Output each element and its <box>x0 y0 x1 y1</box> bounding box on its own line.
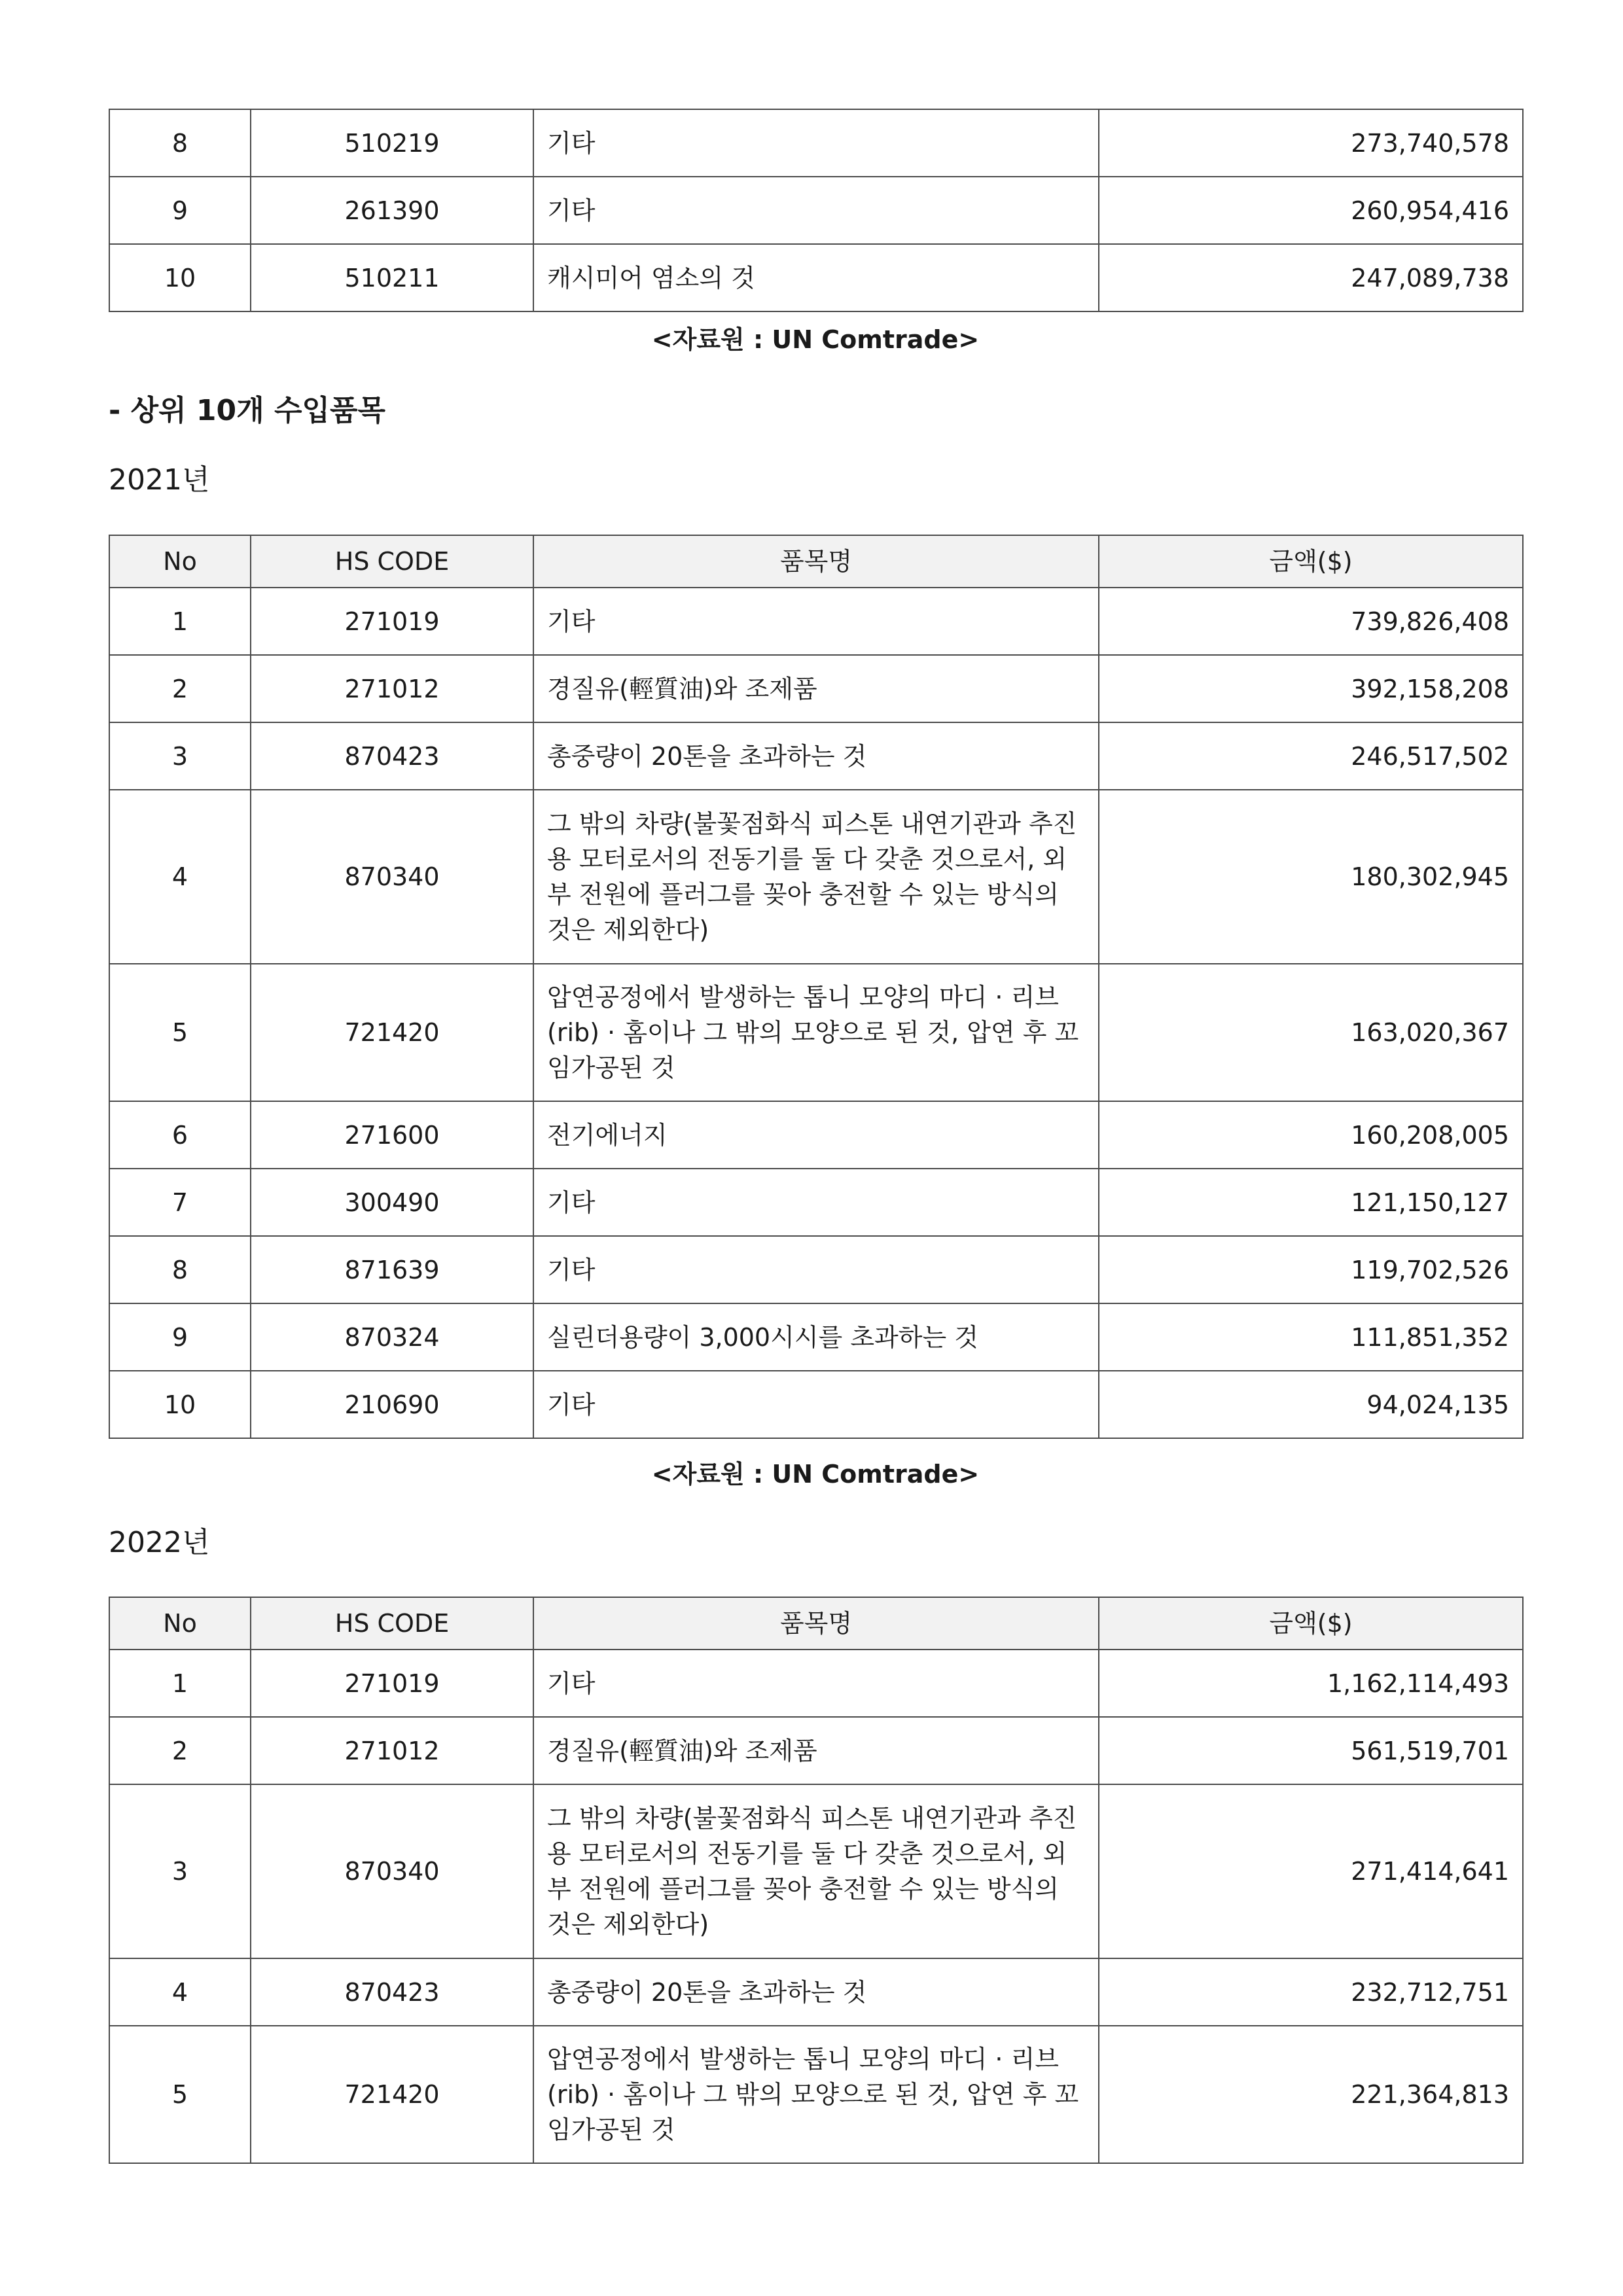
cell-item-name: 그 밖의 차량(불꽃점화식 피스톤 내연기관과 추진용 모터로서의 전동기를 둘 다 갖춘 것으로서, 외부 전원에 플러그를 꽂아 충전할 수 있는 방식의 것은 제외한다) <box>533 1784 1099 1958</box>
table-row <box>109 588 1523 655</box>
cell-no: 10 <box>109 1371 251 1438</box>
table-row <box>109 790 1523 964</box>
cell-no: 8 <box>109 109 251 177</box>
cell-hs-code: 300490 <box>251 1169 533 1236</box>
import-table-2022 <box>109 1597 1524 2164</box>
cell-amount: 121,150,127 <box>1099 1169 1523 1236</box>
table-row <box>109 655 1523 722</box>
table-header-row <box>109 1597 1523 1650</box>
cell-amount: 247,089,738 <box>1099 244 1523 311</box>
cell-item-name: 기타 <box>533 1169 1099 1236</box>
header-no: No <box>109 535 251 588</box>
cell-no: 10 <box>109 244 251 311</box>
cell-amount: 739,826,408 <box>1099 588 1523 655</box>
header-no: No <box>109 1597 251 1650</box>
cell-hs-code: 271012 <box>251 655 533 722</box>
cell-no: 8 <box>109 1236 251 1303</box>
header-hs-code: HS CODE <box>251 1597 533 1650</box>
year-title-2022: 2022년 <box>109 1526 210 1559</box>
cell-amount: 392,158,208 <box>1099 655 1523 722</box>
cell-item-name: 압연공정에서 발생하는 톱니 모양의 마디 · 리브(rib) · 홈이나 그 밖의 모양으로 된 것, 압연 후 꼬임가공된 것 <box>533 2026 1099 2163</box>
table-row <box>109 177 1523 244</box>
cell-no: 1 <box>109 588 251 655</box>
cell-no: 3 <box>109 1784 251 1958</box>
cell-no: 9 <box>109 1303 251 1371</box>
source-caption: <자료원 : UN Comtrade> <box>651 325 980 354</box>
table-row <box>109 244 1523 311</box>
table-row <box>109 1717 1523 1784</box>
cell-no: 1 <box>109 1650 251 1717</box>
cell-amount: 111,851,352 <box>1099 1303 1523 1371</box>
cell-amount: 119,702,526 <box>1099 1236 1523 1303</box>
table-row <box>109 1371 1523 1438</box>
cell-item-name: 경질유(輕質油)와 조제품 <box>533 1717 1099 1784</box>
table-row <box>109 722 1523 790</box>
table-row <box>109 1236 1523 1303</box>
cell-item-name: 캐시미어 염소의 것 <box>533 244 1099 311</box>
cell-amount: 273,740,578 <box>1099 109 1523 177</box>
table-row <box>109 1101 1523 1169</box>
cell-amount: 180,302,945 <box>1099 790 1523 964</box>
cell-hs-code: 871639 <box>251 1236 533 1303</box>
cell-hs-code: 870423 <box>251 722 533 790</box>
cell-no: 2 <box>109 655 251 722</box>
table-row <box>109 1784 1523 1958</box>
cell-hs-code: 510219 <box>251 109 533 177</box>
export-table-continued <box>109 109 1524 312</box>
cell-item-name: 그 밖의 차량(불꽃점화식 피스톤 내연기관과 추진용 모터로서의 전동기를 둘 다 갖춘 것으로서, 외부 전원에 플러그를 꽂아 충전할 수 있는 방식의 것은 제외한다) <box>533 790 1099 964</box>
import-table-2021 <box>109 535 1524 1439</box>
cell-item-name: 총중량이 20톤을 초과하는 것 <box>533 1958 1099 2026</box>
table-row <box>109 2026 1523 2163</box>
cell-no: 6 <box>109 1101 251 1169</box>
cell-item-name: 경질유(輕質油)와 조제품 <box>533 655 1099 722</box>
cell-item-name: 기타 <box>533 177 1099 244</box>
cell-amount: 94,024,135 <box>1099 1371 1523 1438</box>
cell-item-name: 압연공정에서 발생하는 톱니 모양의 마디 · 리브(rib) · 홈이나 그 밖의 모양으로 된 것, 압연 후 꼬임가공된 것 <box>533 964 1099 1101</box>
cell-item-name: 총중량이 20톤을 초과하는 것 <box>533 722 1099 790</box>
cell-amount: 260,954,416 <box>1099 177 1523 244</box>
cell-hs-code: 271019 <box>251 588 533 655</box>
cell-amount: 221,364,813 <box>1099 2026 1523 2163</box>
cell-amount: 246,517,502 <box>1099 722 1523 790</box>
cell-no: 4 <box>109 790 251 964</box>
cell-no: 4 <box>109 1958 251 2026</box>
cell-no: 5 <box>109 964 251 1101</box>
header-hs-code: HS CODE <box>251 535 533 588</box>
header-amount: 금액($) <box>1099 535 1523 588</box>
cell-hs-code: 870340 <box>251 790 533 964</box>
cell-item-name: 기타 <box>533 109 1099 177</box>
table-row <box>109 964 1523 1101</box>
cell-hs-code: 271600 <box>251 1101 533 1169</box>
header-amount: 금액($) <box>1099 1597 1523 1650</box>
year-title-2021: 2021년 <box>109 463 210 497</box>
cell-no: 9 <box>109 177 251 244</box>
section-title: - 상위 10개 수입품목 <box>109 394 385 427</box>
cell-amount: 1,162,114,493 <box>1099 1650 1523 1717</box>
cell-amount: 561,519,701 <box>1099 1717 1523 1784</box>
cell-hs-code: 721420 <box>251 964 533 1101</box>
header-item-name: 품목명 <box>533 535 1099 588</box>
cell-amount: 232,712,751 <box>1099 1958 1523 2026</box>
source-caption: <자료원 : UN Comtrade> <box>651 1460 980 1489</box>
cell-amount: 271,414,641 <box>1099 1784 1523 1958</box>
cell-hs-code: 870423 <box>251 1958 533 2026</box>
cell-no: 3 <box>109 722 251 790</box>
table-row <box>109 1169 1523 1236</box>
cell-amount: 160,208,005 <box>1099 1101 1523 1169</box>
cell-item-name: 기타 <box>533 1236 1099 1303</box>
cell-hs-code: 870340 <box>251 1784 533 1958</box>
cell-item-name: 전기에너지 <box>533 1101 1099 1169</box>
header-item-name: 품목명 <box>533 1597 1099 1650</box>
cell-hs-code: 271012 <box>251 1717 533 1784</box>
cell-hs-code: 271019 <box>251 1650 533 1717</box>
table-header-row <box>109 535 1523 588</box>
table-row <box>109 1650 1523 1717</box>
cell-item-name: 기타 <box>533 1650 1099 1717</box>
table-row <box>109 1303 1523 1371</box>
cell-hs-code: 261390 <box>251 177 533 244</box>
cell-hs-code: 870324 <box>251 1303 533 1371</box>
cell-amount: 163,020,367 <box>1099 964 1523 1101</box>
cell-no: 2 <box>109 1717 251 1784</box>
cell-no: 5 <box>109 2026 251 2163</box>
cell-hs-code: 510211 <box>251 244 533 311</box>
cell-item-name: 기타 <box>533 1371 1099 1438</box>
table-row <box>109 109 1523 177</box>
cell-hs-code: 721420 <box>251 2026 533 2163</box>
cell-item-name: 기타 <box>533 588 1099 655</box>
cell-item-name: 실린더용량이 3,000시시를 초과하는 것 <box>533 1303 1099 1371</box>
cell-hs-code: 210690 <box>251 1371 533 1438</box>
table-row <box>109 1958 1523 2026</box>
cell-no: 7 <box>109 1169 251 1236</box>
